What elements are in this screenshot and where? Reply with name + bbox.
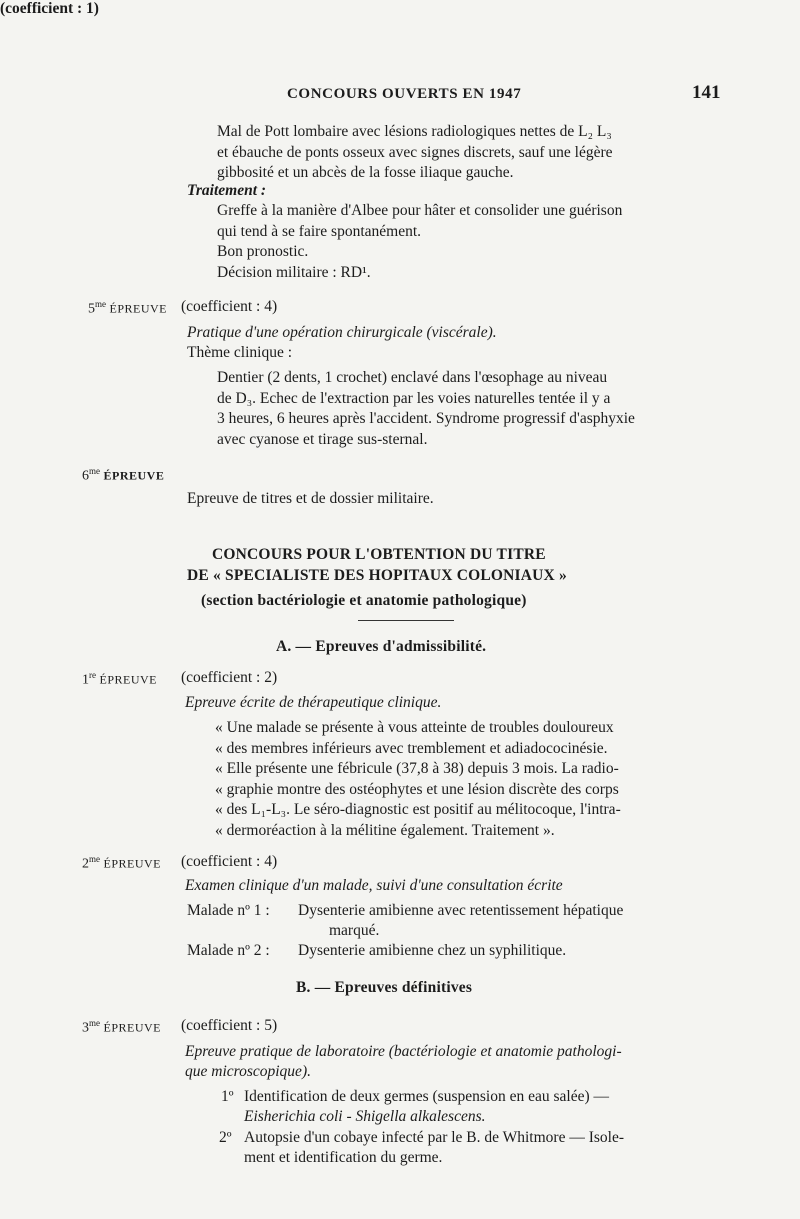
running-header-title: CONCOURS OUVERTS EN 1947 xyxy=(287,86,522,102)
ordinal: 6 xyxy=(82,468,89,484)
malade-1-label: Malade nº 1 : xyxy=(187,902,270,919)
section-title-line-1: CONCOURS POUR L'OBTENTION DU TITRE xyxy=(212,546,546,563)
epreuve-word: ÉPREUVE xyxy=(103,468,165,483)
theme-clinique-label: Thème clinique : xyxy=(187,344,293,361)
epreuve-3-subject-line-2: que microscopique). xyxy=(185,1063,311,1080)
page-number: 141 xyxy=(692,82,721,103)
epreuve-1-coefficient: (coefficient : 2) xyxy=(181,669,278,686)
epreuve-2-subject: Examen clinique d'un malade, suivi d'une consultation écrite xyxy=(185,877,563,894)
item-1-number: 1º xyxy=(221,1088,234,1105)
text-line: « graphie montre des ostéophytes et une lésion discrète des corps xyxy=(215,780,619,798)
diagnosis-paragraph xyxy=(217,122,613,184)
ordinal-suffix: me xyxy=(89,1018,100,1028)
text-line: de D₃. Echec de l'extraction par les voies naturelles tentée il y a xyxy=(217,389,611,407)
epreuve-5-subject: Pratique d'une opération chirurgicale (viscérale). xyxy=(187,324,497,341)
epreuve-2-coefficient: (coefficient : 4) xyxy=(181,853,278,870)
ordinal-suffix: re xyxy=(89,670,96,680)
epreuve-5-coefficient: (coefficient : 4) xyxy=(181,298,278,315)
epreuve-2-heading xyxy=(82,854,161,873)
malade-2-text: Dysenterie amibienne chez un syphilitique. xyxy=(298,942,567,959)
text-line: Décision militaire : RD¹. xyxy=(217,263,371,281)
epreuve-word: ÉPREUVE xyxy=(103,856,161,871)
item-2-number: 2º xyxy=(219,1129,232,1146)
text-line: et ébauche de ponts osseux avec signes discrets, sauf une légère xyxy=(217,143,613,161)
malade-2-label: Malade nº 2 : xyxy=(187,942,270,959)
text-line: « des L₁-L₃. Le séro-diagnostic est positif au mélitocoque, l'intra- xyxy=(215,801,621,819)
text-line: « des membres inférieurs avec tremblement et adiadococinésie. xyxy=(215,739,608,757)
text-line: qui tend à se faire spontanément. xyxy=(217,222,422,240)
traitement-paragraph xyxy=(217,201,622,283)
ordinal-suffix: me xyxy=(89,466,100,476)
text-line: Mal de Pott lombaire avec lésions radiologiques nettes de L₂ L₃ xyxy=(217,123,612,140)
epreuve-6-text: Epreuve de titres et de dossier militaire. xyxy=(187,490,434,507)
ordinal: 2 xyxy=(82,856,89,872)
ordinal: 3 xyxy=(82,1020,89,1036)
item-1-line-1: Identification de deux germes (suspension en eau salée) — xyxy=(244,1088,609,1105)
text-line: avec cyanose et tirage sus-sternal. xyxy=(217,430,428,448)
epreuve-1-subject: Epreuve écrite de thérapeutique clinique. xyxy=(185,694,442,711)
epreuve-3-heading xyxy=(82,1018,161,1037)
text-line: Bon pronostic. xyxy=(217,243,309,261)
malade-1-text: Dysenterie amibienne avec retentissement hépatique xyxy=(298,902,624,919)
part-b-heading: B. — Epreuves définitives xyxy=(296,979,473,996)
section-title-line-3: (section bactériologie et anatomie pathologique) xyxy=(201,592,527,609)
item-1-line-2: Eisherichia coli - Shigella alkalescens. xyxy=(244,1108,486,1125)
epreuve-word: ÉPREUVE xyxy=(109,301,167,316)
traitement-label: Traitement : xyxy=(187,182,267,199)
epreuve-6-heading xyxy=(82,466,164,485)
ordinal: 5 xyxy=(88,301,95,317)
item-2-line-1: Autopsie d'un cobaye infecté par le B. de Whitmore — Isole- xyxy=(244,1129,624,1146)
text-line: « dermoréaction à la mélitine également. Traitement ». xyxy=(215,821,555,839)
text-line: gibbosité et un abcès de la fosse iliaque gauche. xyxy=(217,164,514,182)
item-2-line-2: ment et identification du germe. xyxy=(244,1149,443,1166)
epreuve-word: ÉPREUVE xyxy=(103,1020,161,1035)
epreuve-word: ÉPREUVE xyxy=(99,672,157,687)
ordinal-suffix: me xyxy=(95,299,106,309)
text-line: Dentier (2 dents, 1 crochet) enclavé dans l'œsophage au niveau xyxy=(217,369,608,386)
malade-1-continuation: marqué. xyxy=(329,922,380,939)
epreuve-1-heading xyxy=(82,670,157,689)
text-line: 3 heures, 6 heures après l'accident. Syndrome progressif d'asphyxie xyxy=(217,410,635,428)
clinical-case-quote xyxy=(215,718,621,842)
epreuve-3-subject-line-1: Epreuve pratique de laboratoire (bactériologie et anatomie pathologi- xyxy=(185,1043,622,1060)
epreuve-6-coefficient: (coefficient : 1) xyxy=(0,0,99,17)
text-line: « Une malade se présente à vous atteinte de troubles douloureux xyxy=(215,719,614,736)
epreuve-3-coefficient: (coefficient : 5) xyxy=(181,1017,278,1034)
ordinal-suffix: me xyxy=(89,854,100,864)
epreuve-5-heading xyxy=(88,299,167,318)
theme-paragraph xyxy=(217,368,635,450)
section-title-line-2: DE « SPECIALISTE DES HOPITAUX COLONIAUX » xyxy=(187,567,567,584)
section-divider xyxy=(358,620,454,621)
ordinal: 1 xyxy=(82,672,89,688)
text-line: Greffe à la manière d'Albee pour hâter et consolider une guérison xyxy=(217,202,623,219)
part-a-heading: A. — Epreuves d'admissibilité. xyxy=(276,638,487,655)
text-line: « Elle présente une fébricule (37,8 à 38) depuis 3 mois. La radio- xyxy=(215,760,619,778)
